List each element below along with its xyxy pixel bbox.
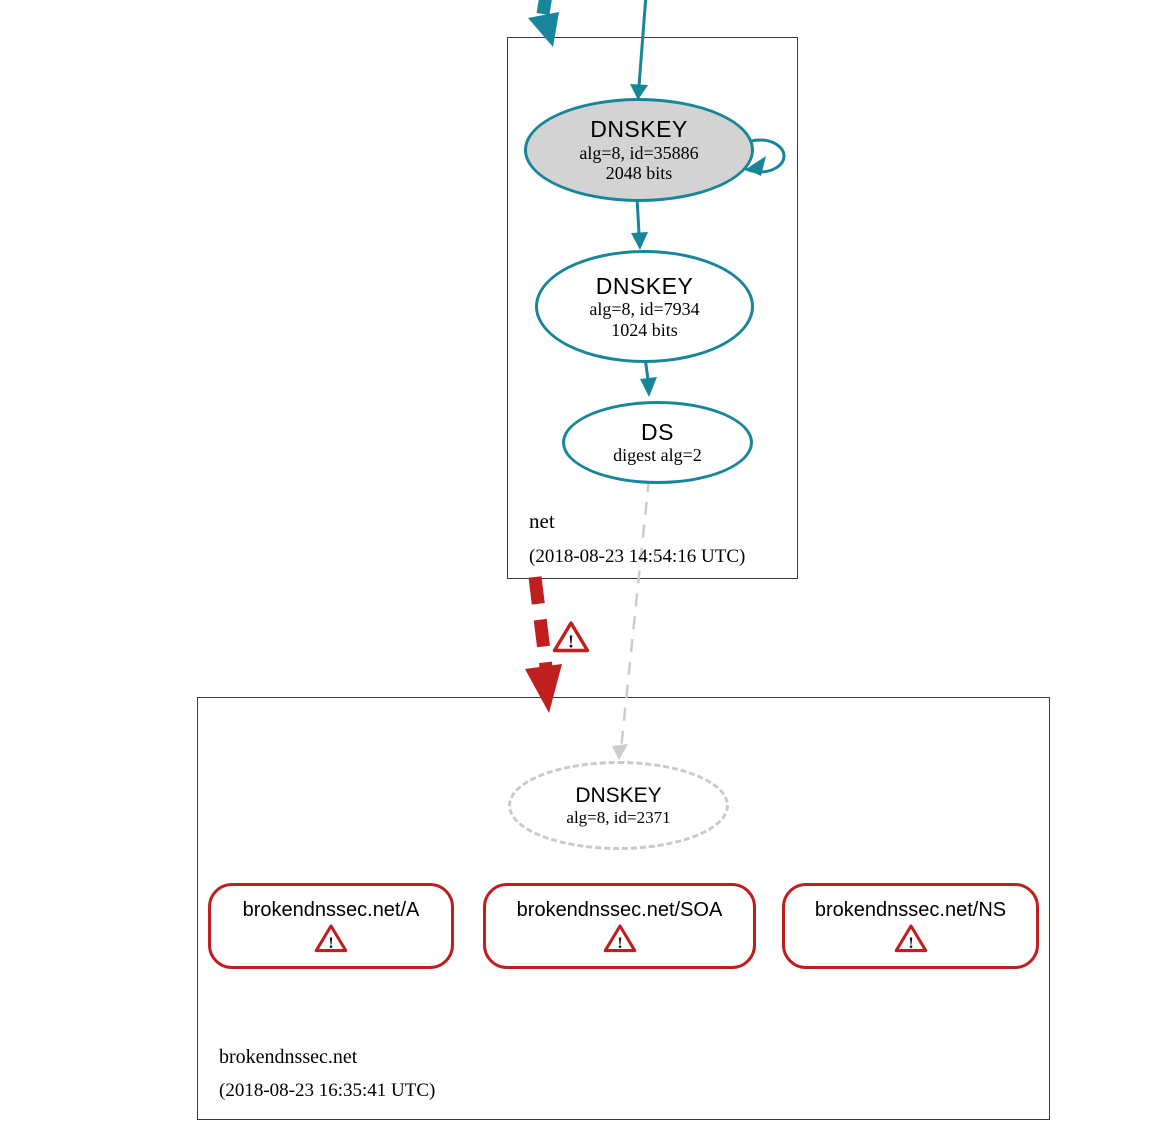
node-dnskey-child-detail: alg=8, id=2371 <box>566 807 671 827</box>
zone-timestamp-brokendnssec-net: (2018-08-23 16:35:41 UTC) <box>219 1080 436 1101</box>
warning-icon <box>552 620 590 654</box>
node-dnskey-zsk-detail: alg=8, id=7934 <box>589 299 700 320</box>
zone-timestamp-net: (2018-08-23 14:54:16 UTC) <box>529 546 746 567</box>
node-dnskey-ksk[interactable] <box>524 98 754 202</box>
rrset-soa[interactable] <box>483 883 756 969</box>
rrset-a-label: brokendnssec.net/A <box>242 898 420 921</box>
edge-zsk-ds <box>640 357 657 397</box>
node-dnskey-ksk-bits: 2048 bits <box>605 163 673 184</box>
svg-text:!: ! <box>616 934 623 952</box>
node-dnskey-ksk-detail: alg=8, id=35886 <box>579 142 699 163</box>
node-dnskey-child[interactable] <box>508 761 729 850</box>
warning-icon <box>894 923 928 954</box>
edge-incoming-thin <box>630 0 648 100</box>
node-ds-title: DS <box>641 418 674 445</box>
node-dnskey-child-title: DNSKEY <box>575 783 662 807</box>
warning-icon <box>314 923 348 954</box>
edge-ksk-zsk <box>631 197 648 250</box>
zone-name-net: net <box>529 509 555 533</box>
node-dnskey-zsk-bits: 1024 bits <box>611 319 678 340</box>
rrset-ns-label: brokendnssec.net/NS <box>814 898 1007 921</box>
svg-text:!: ! <box>328 934 334 952</box>
rrset-soa-label: brokendnssec.net/SOA <box>516 898 723 921</box>
rrset-a[interactable] <box>208 883 454 969</box>
node-dnskey-ksk-title: DNSKEY <box>590 116 688 143</box>
svg-text:!: ! <box>907 934 914 952</box>
node-dnskey-zsk[interactable] <box>535 250 754 363</box>
node-ds-detail: digest alg=2 <box>613 445 702 466</box>
zone-name-brokendnssec-net: brokendnssec.net <box>219 1046 358 1068</box>
rrset-ns[interactable] <box>782 883 1039 969</box>
edge-incoming-thick <box>528 0 559 47</box>
node-dnskey-zsk-title: DNSKEY <box>595 272 694 299</box>
edge-ds-child-dnskey-dashed <box>612 479 649 760</box>
warning-icon <box>603 923 637 954</box>
node-ds[interactable] <box>562 401 753 484</box>
svg-text:!: ! <box>568 631 574 652</box>
